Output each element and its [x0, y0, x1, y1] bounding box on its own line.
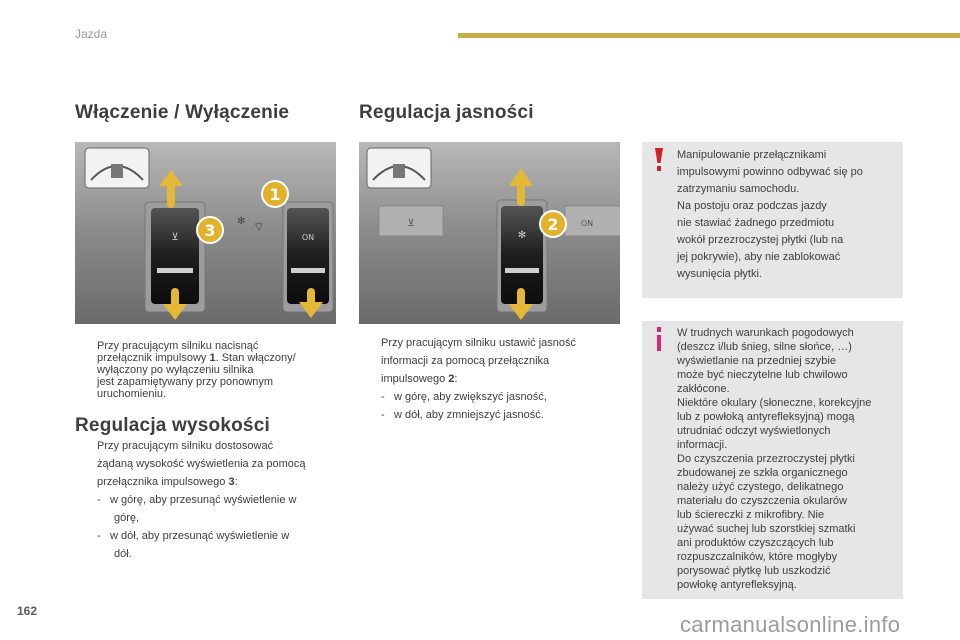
switch-photo-2: [359, 142, 620, 324]
svg-text:✻: ✻: [237, 216, 246, 227]
badge-1-label: 1: [269, 185, 281, 204]
para-on-off: Przy pracującym silniku nacisnąć przełącznik impulsowy 1. Stan włączony/ wyłączony po wyłączeniu silnika jest zapamiętywany przy ponownym uruchomieniu.: [75, 340, 345, 400]
para-brightness: Przy pracującym silniku ustawić jasność informacji za pomocą przełącznika impulsowego 2: - w górę, aby zwiększyć jasność, - w dół, aby zmniejszyć jasność.: [359, 334, 629, 424]
section-label: Jazda: [75, 27, 108, 41]
svg-text:✻: ✻: [517, 230, 527, 241]
para-height: Przy pracującym silniku dostosować żądaną wysokość wyświetlenia za pomocą przełącznika impulsowego 3: - w górę, aby przesunąć wyświetlenie w górę, - w dół, aby przesunąć wyświetlenie w dół.: [75, 437, 345, 563]
header-accent-bar: [458, 33, 960, 38]
watermark: carmanualsonline.info: [680, 612, 901, 637]
info-icon: [654, 327, 664, 351]
badge-2-label: 2: [547, 215, 559, 234]
warning-box: Manipulowanie przełącznikami impulsowymi powinno odbywać się po zatrzymaniu samochodu. Na postoju oraz podczas jazdy nie stawiać żadnego przedmiotu wokół przezroczystej płytki (lub na jej pokrywie), aby nie zablokować wysunięcia płytki.: [642, 142, 903, 298]
bullet-marker: [75, 340, 97, 400]
svg-text:ON: ON: [580, 219, 594, 228]
badge-3-label: 3: [204, 221, 216, 240]
switch-photo-1: [75, 142, 336, 324]
switch-on-text: ON: [301, 233, 315, 242]
title-on-off: Włączenie / Wyłączenie: [75, 102, 290, 123]
page-number: 162: [17, 604, 38, 618]
svg-text:⊻: ⊻: [407, 218, 415, 229]
bullet-marker: [75, 437, 97, 491]
title-height: Regulacja wysokości: [75, 415, 270, 436]
info-box: W trudnych warunkach pogodowych (deszcz i/lub śnieg, silne słońce, …) wyświetlanie na przedniej szybie może być nieczytelne lub chwilowo zakłócone. Niektóre okulary (słoneczne, korekcyjne lub z powłoką antyrefleksyjną) mogą utrudniać odczyt wyświetlonych informacji. Do czyszczenia przezroczystej płytki zbudowanej ze szkła organicznego należy użyć czystego, delikatnego materiału do czyszczenia okularów lub ściereczki z mikrofibry. Nie używać suchej lub szorstkiej szmatki ani produktów czyszczących lub rozpuszczalników, które mogłyby porysować płytkę lub uszkodzić powłokę antyrefleksyjną.: [642, 321, 903, 599]
exclamation-icon: [654, 148, 664, 172]
bullet-marker: [359, 334, 381, 388]
svg-text:▽: ▽: [255, 222, 263, 233]
svg-text:⊻: ⊻: [171, 232, 179, 243]
title-brightness: Regulacja jasności: [359, 102, 534, 123]
